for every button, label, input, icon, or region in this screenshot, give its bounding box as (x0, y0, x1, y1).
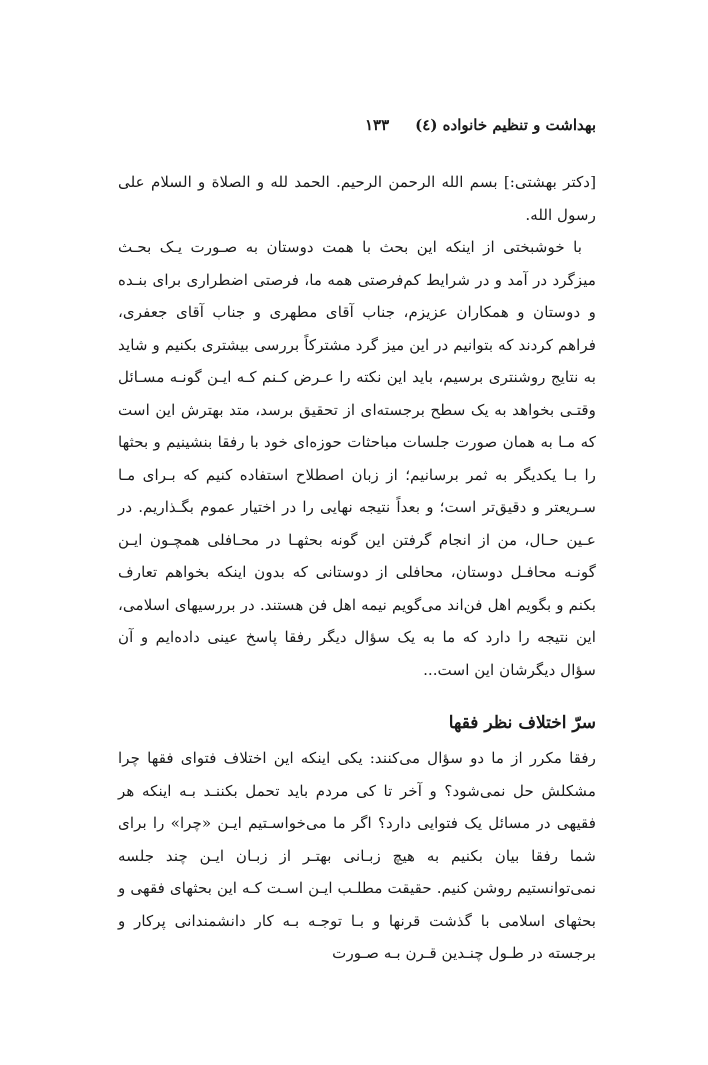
header-title: بهداشت و تنظیم خانواده (٤) (415, 116, 596, 134)
running-header (118, 116, 596, 144)
section-heading: سرّ اختلاف نظر فقها (448, 713, 596, 733)
page-number: ۱۳۳ (365, 116, 390, 134)
section-paragraph: رفقا مکرر از ما دو سؤال می‌کنند: یکی اینکه این اختلاف فتوای فقها چرا مشکلش حل نمی‌شود؟ و آخر تا کی مردم باید تحمل بکننـد بـه اینکه هر فقیهی در مسائل یک فتوایی دارد؟ اگر ما می‌خواسـتیم ایـن «چرا» را برای شما رفقا بیان بکنیم به هیچ زبـانی بهتـر از زبـان ایـن چند جلسه نمی‌توانستیم روشن کنیم. حقیقت مطلـب ایـن اسـت کـه این بحثهای فقهی و بحثهای اسلامی با گذشت قرنها و بـا توجـه بـه کار دانشمندانی پرکار و برجسته در طـول چنـدین قـرن بـه صـورت (118, 749, 596, 962)
opening-paragraph: [دکتر بهشتی:] بسم الله الرحمن الرحیم. الحمد لله و الصلاة و السلام علی رسول الله. (118, 173, 596, 224)
document-page (118, 116, 596, 970)
body-paragraph: با خوشبختی از اینکه این بحث با همت دوستان به صـورت یـک بحـث میزگرد در آمد و در شرایط کم‌فرصتی همه ما، فرصتی اضطراری برای بنـده و دوستان و همکاران عزیزم، جناب آقای مطهری و جناب آقای جعفری، فراهم کردند که بتوانیم در این میز گرد مشترکاً بررسی بیشتری بکنیم و شاید به نتایج روشنتری برسیم، باید این نکته را عـرض کـنم کـه ایـن گونـه مسـائل وقتـی بخواهد به یک سطح برجسته‌ای از تحقیق برسد، متد بهترش این است که مـا به همان صورت جلسات مباحثات حوزه‌ای خود با رفقا بنشینیم و بحثها را بـا یکدیگر به ثمر برسانیم؛ از زبان اصطلاح استفاده کنیم که بـرای مـا سـریعتر و دقیق‌تر است؛ و بعداً نتیجه نهایی را در اختیار عموم بگـذاریم. در عـین حـال، من از انجام گرفتن این گونه بحثهـا در محـافلی همچـون ایـن گونـه محافـل دوستان، محافلی از دوستانی که بدون اینکه بخواهم تعارف بکنم و بگویم اهل فن‌اند می‌گویم نیمه اهل فن هستند. در بررسیهای اسلامی، این نتیجه را دارد که ما به یک سؤال دیگر رفقا پاسخ عینی داده‌ایم و آن سؤال دیگرشان این است... (118, 238, 596, 679)
